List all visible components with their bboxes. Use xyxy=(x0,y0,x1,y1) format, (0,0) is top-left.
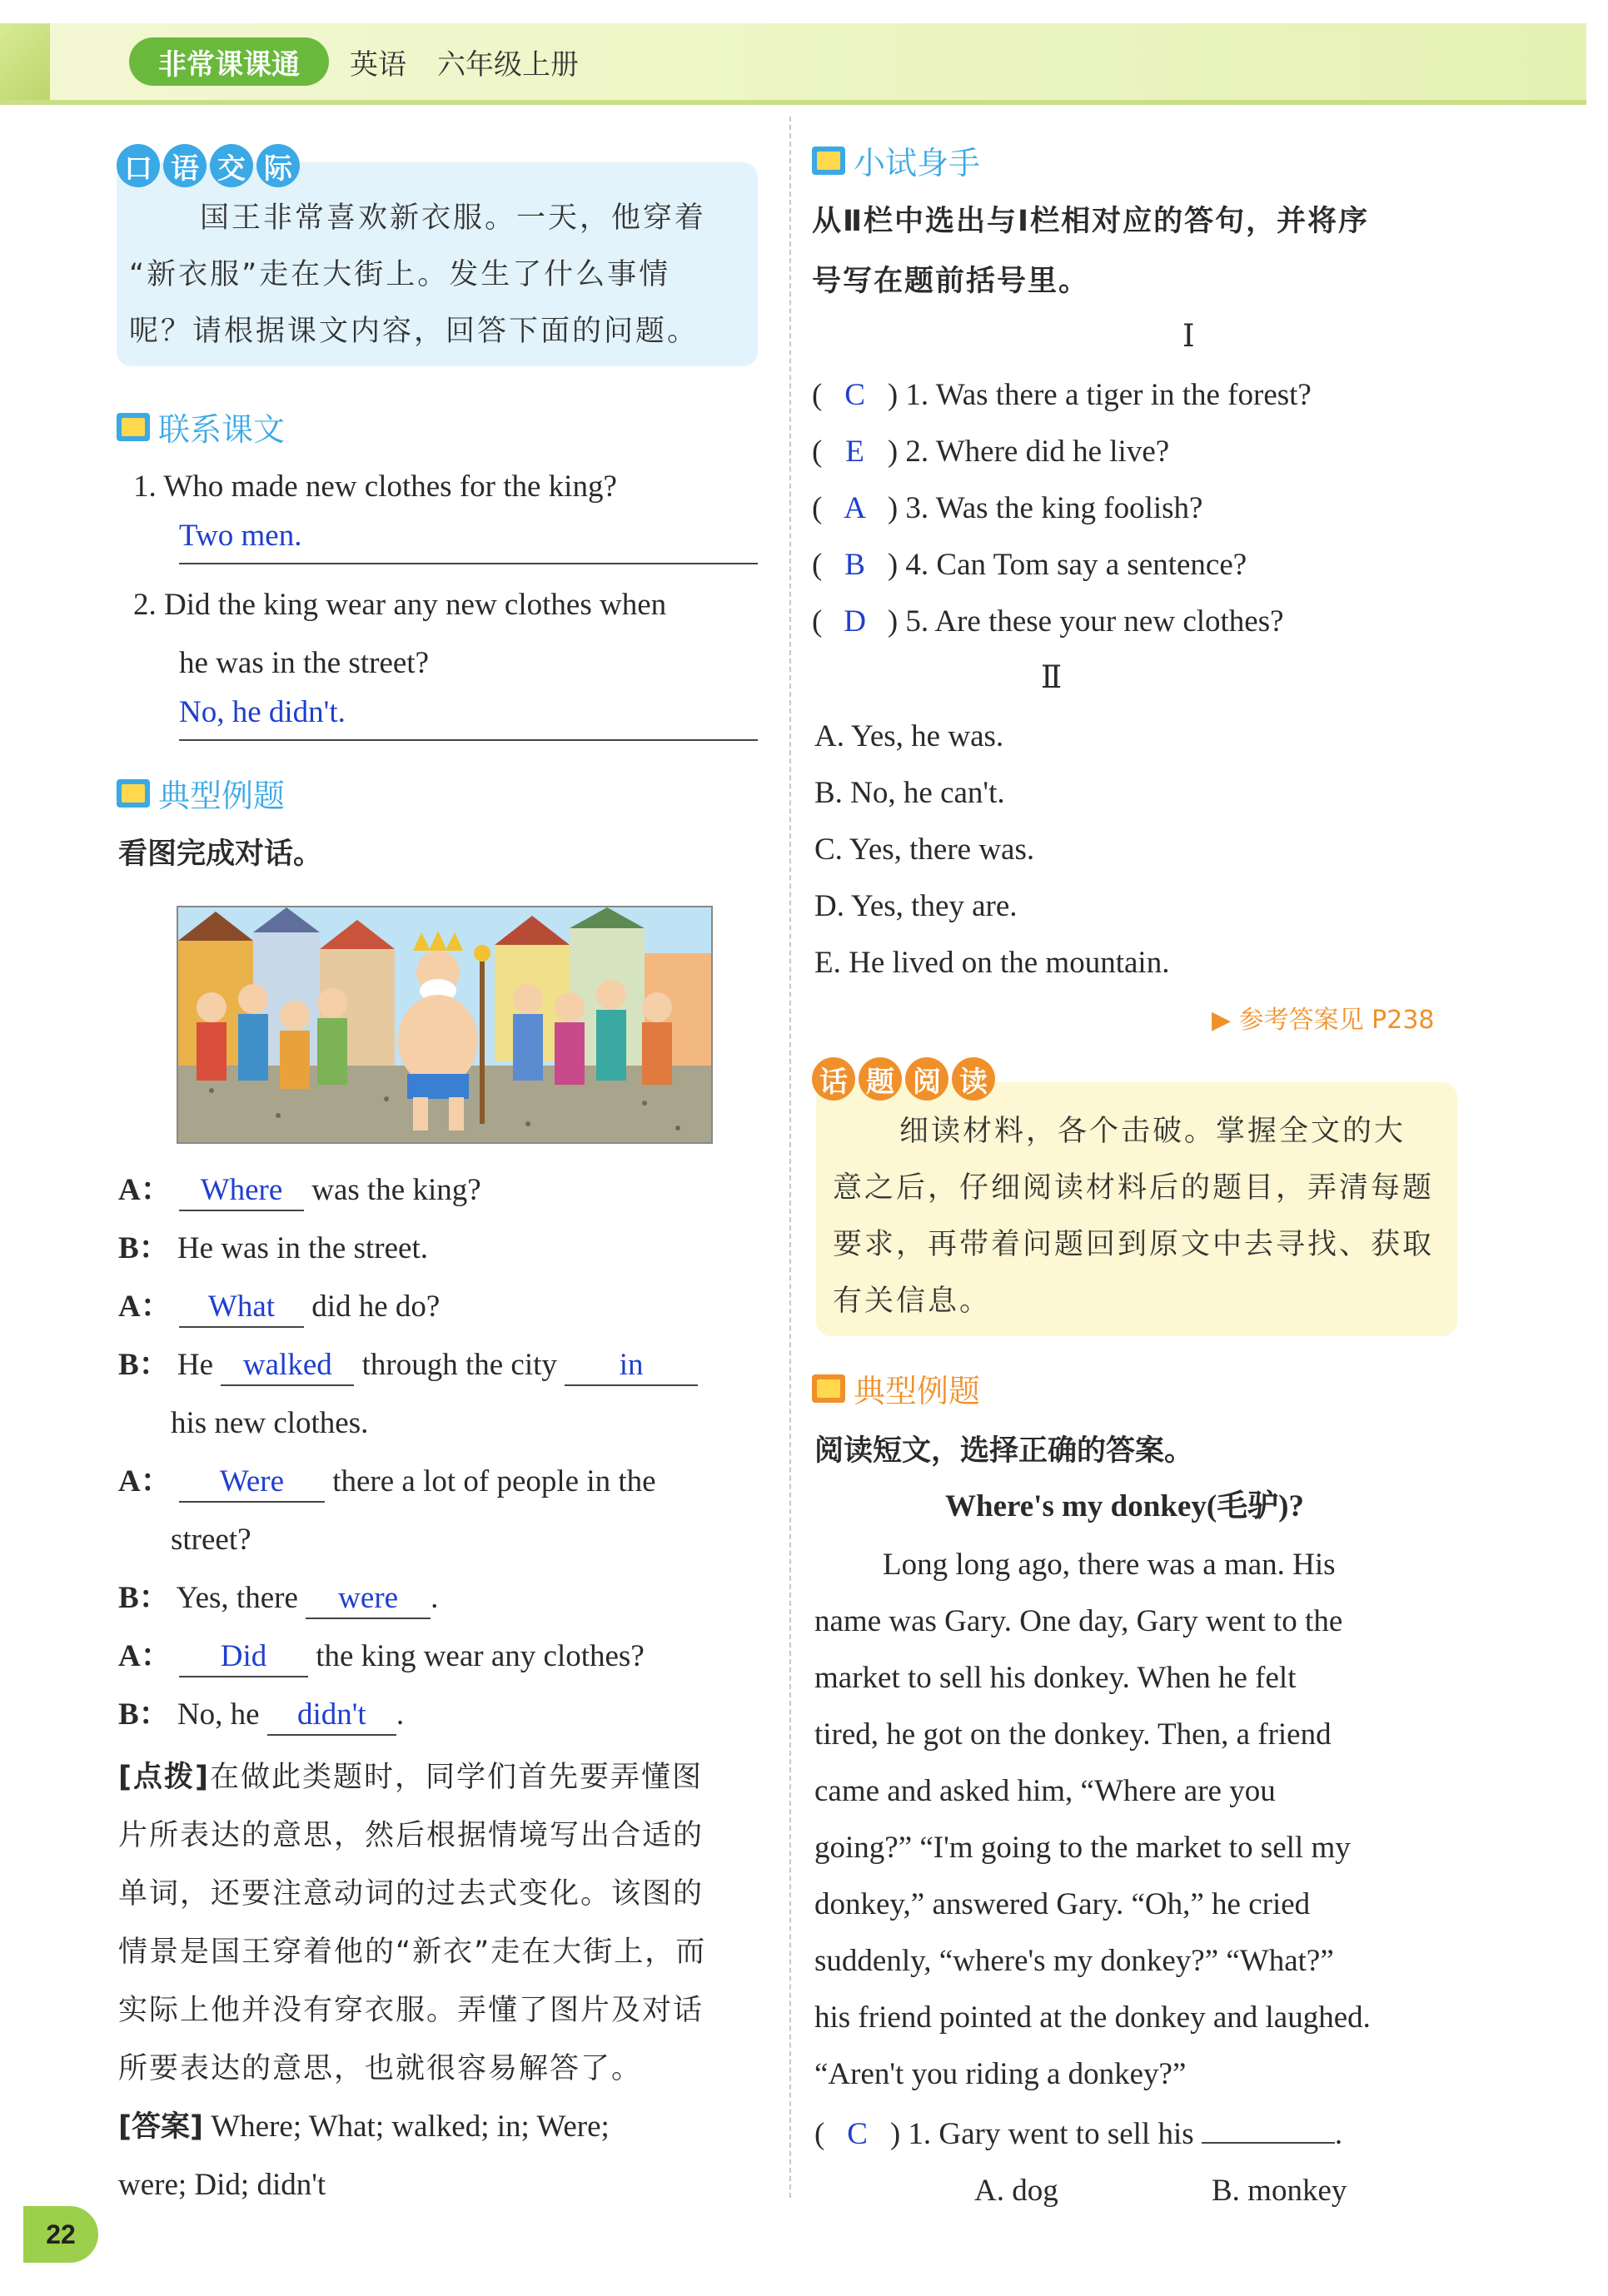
match-item-2: ( E ) 2. Where did he live? xyxy=(812,423,1169,481)
header-grade: 六年级上册 xyxy=(437,48,579,82)
header-subject: 英语 xyxy=(350,48,406,82)
triangle-right-icon: ▶ xyxy=(1212,1006,1232,1035)
column-I-label: Ⅰ xyxy=(1182,320,1195,354)
speaker-label: B： xyxy=(118,1581,170,1615)
dialog-line-8 xyxy=(118,1569,438,1628)
speaker-label: B： xyxy=(118,1231,170,1265)
dialog-text: did he do? xyxy=(311,1290,441,1324)
section-heading-example-right: 典型例题 xyxy=(812,1365,980,1411)
dialog-text: . xyxy=(431,1581,439,1615)
speaker-label: B： xyxy=(118,1348,170,1382)
answer-line-a: [答案] Where; What; walked; in; Were; xyxy=(118,2110,610,2144)
dialog-blank: walked xyxy=(221,1346,354,1386)
section-heading-try: 小试身手 xyxy=(812,137,980,183)
dialog-blank: in xyxy=(565,1346,698,1386)
story-line-10: “Aren't you riding a donkey?” xyxy=(814,2057,1187,2091)
option-C: C. Yes, there was. xyxy=(814,832,1035,867)
spoken-line-3: 呢？请根据课文内容，回答下面的问题。 xyxy=(129,315,699,348)
match-answer: E xyxy=(845,435,864,469)
dialog-text: through the city xyxy=(361,1348,557,1382)
column-II-label: Ⅱ xyxy=(1041,661,1063,695)
link-answer-1: Two men. xyxy=(179,519,302,553)
story-line-2: name was Gary. One day, Gary went to the xyxy=(814,1604,1343,1638)
dialog-text: there a lot of people in the xyxy=(332,1464,656,1498)
dialog-blank: Where xyxy=(179,1171,304,1211)
dialog-line-2 xyxy=(118,1220,428,1278)
match-answer: A xyxy=(844,491,866,525)
topic-title xyxy=(812,1053,995,1105)
story-line-5: came and asked him, “Where are you xyxy=(814,1774,1276,1808)
example-instruction: 看图完成对话。 xyxy=(118,837,323,871)
speaker-label: A： xyxy=(118,1464,172,1498)
header-leaf-decoration xyxy=(0,23,50,100)
title-char: 口 xyxy=(117,144,160,187)
dialog-text: He was in the street. xyxy=(177,1231,428,1265)
dialog-line-1 xyxy=(118,1161,481,1220)
dialog-blank: Did xyxy=(179,1638,308,1677)
link-question-1: 1. Who made new clothes for the king? xyxy=(133,470,617,504)
match-item-3: ( A ) 3. Was the king foolish? xyxy=(812,480,1202,538)
option-A: A. Yes, he was. xyxy=(814,719,1004,753)
speaker-label: A： xyxy=(118,1173,172,1207)
topic-line-3: 要求，再带着问题回到原文中去寻找、获取 xyxy=(833,1228,1435,1261)
dialog-line-3 xyxy=(118,1278,440,1336)
try-instruction-1: 从Ⅱ栏中选出与Ⅰ栏相对应的答句，并将序 xyxy=(812,205,1370,238)
title-char: 阅 xyxy=(905,1057,948,1101)
topic-line-4: 有关信息。 xyxy=(833,1285,992,1318)
match-item-4: ( B ) 4. Can Tom say a sentence? xyxy=(812,536,1247,594)
section-heading-example-left: 典型例题 xyxy=(117,770,285,816)
option-D: D. Yes, they are. xyxy=(814,889,1018,923)
dialog-text: Yes, there xyxy=(176,1581,298,1615)
question-blank xyxy=(1202,2104,1335,2144)
tip-line-3: 单词，还要注意动词的过去式变化。该图的 xyxy=(118,1877,704,1911)
match-item-5: ( D ) 5. Are these your new clothes? xyxy=(812,593,1284,651)
book-icon xyxy=(117,779,150,808)
try-instruction-2: 号写在题前括号里。 xyxy=(812,265,1090,298)
book-icon xyxy=(117,413,150,441)
link-answer-2: No, he didn't. xyxy=(179,695,346,729)
reading-instruction: 阅读短文，选择正确的答案。 xyxy=(814,1434,1194,1468)
match-answer: B xyxy=(844,548,865,582)
book-icon xyxy=(812,147,845,175)
dialog-line-6 xyxy=(118,1453,656,1511)
answer-line-b: were; Did; didn't xyxy=(118,2168,326,2202)
story-line-9: his friend pointed at the donkey and laughed. xyxy=(814,2000,1371,2035)
tip-line-2: 片所表达的意思，然后根据情境写出合适的 xyxy=(118,1819,704,1852)
match-item-1: ( C ) 1. Was there a tiger in the forest? xyxy=(812,366,1312,425)
dialog-line-9 xyxy=(118,1628,645,1686)
link-question-2b: he was in the street? xyxy=(179,646,429,680)
dialog-blank: What xyxy=(179,1288,304,1328)
answer-line-1 xyxy=(179,518,758,564)
tip-line-6: 所要表达的意思，也就很容易解答了。 xyxy=(118,2052,643,2085)
title-char: 交 xyxy=(210,144,253,187)
speaker-label: B： xyxy=(118,1697,170,1732)
title-char: 际 xyxy=(256,144,300,187)
story-line-7: donkey,” answered Gary. “Oh,” he cried xyxy=(814,1887,1311,1921)
match-answer: C xyxy=(844,378,865,412)
story-line-8: suddenly, “where's my donkey?” “What?” xyxy=(814,1944,1334,1978)
page-number: 22 xyxy=(23,2206,98,2263)
story-line-6: going?” “I'm going to the market to sell my xyxy=(814,1831,1351,1865)
dialog-text: was the king? xyxy=(311,1173,481,1207)
dialog-blank: Were xyxy=(179,1463,325,1503)
dialog-text: No, he xyxy=(177,1697,260,1732)
match-answer: D xyxy=(844,604,866,639)
tip-line-1: [点拨]在做此类题时，同学们首先要弄懂图 xyxy=(118,1761,704,1794)
topic-line-1: 细读材料，各个击破。掌握全文的大 xyxy=(899,1115,1406,1148)
spoken-title xyxy=(117,140,300,191)
option-E: E. He lived on the mountain. xyxy=(814,946,1170,980)
king-parade-illustration xyxy=(177,906,713,1144)
link-question-2a: 2. Did the king wear any new clothes when xyxy=(133,588,667,622)
title-char: 语 xyxy=(163,144,207,187)
tip-line-5: 实际上他并没有穿衣服。弄懂了图片及对话 xyxy=(118,1994,704,2027)
dialog-line-5: his new clothes. xyxy=(171,1406,369,1440)
question-answer: C xyxy=(847,2117,868,2151)
dialog-line-10 xyxy=(118,1686,404,1744)
spoken-line-2: “新衣服”走在大街上。发生了什么事情 xyxy=(129,258,671,291)
title-char: 题 xyxy=(859,1057,902,1101)
dialog-text: He xyxy=(177,1348,214,1382)
topic-line-2: 意之后，仔细阅读材料后的题目，弄清每题 xyxy=(833,1171,1435,1205)
dialog-blank: didn't xyxy=(267,1696,396,1736)
illustration-svg xyxy=(178,907,711,1142)
dialog-line-4 xyxy=(118,1336,698,1394)
section-heading-link: 联系课文 xyxy=(117,404,285,450)
answer-label: [答案] xyxy=(118,2110,203,2144)
speaker-label: A： xyxy=(118,1290,172,1324)
story-line-4: tired, he got on the donkey. Then, a friend xyxy=(814,1717,1332,1752)
reading-option-A: A. dog xyxy=(974,2174,1058,2208)
option-B: B. No, he can't. xyxy=(814,776,1005,810)
tip-line-4: 情景是国王穿着他的“新衣”走在大街上，而 xyxy=(118,1936,707,1969)
answer-line-2 xyxy=(179,694,758,741)
dialog-text: . xyxy=(396,1697,405,1732)
speaker-label: A： xyxy=(118,1639,172,1673)
title-char: 读 xyxy=(952,1057,995,1101)
spoken-line-1: 国王非常喜欢新衣服。一天，他穿着 xyxy=(200,201,707,235)
book-icon xyxy=(812,1374,845,1403)
answer-reference[interactable]: ▶ 参考答案见 P238 xyxy=(1212,1006,1435,1035)
brand-badge: 非常课课通 xyxy=(129,37,329,86)
dialog-line-7: street? xyxy=(171,1523,251,1557)
dialog-text: the king wear any clothes? xyxy=(316,1639,645,1673)
title-char: 话 xyxy=(812,1057,855,1101)
reading-option-B: B. monkey xyxy=(1212,2174,1347,2208)
reading-question-1: ( C ) 1. Gary went to sell his . xyxy=(814,2104,1342,2164)
column-divider xyxy=(789,117,791,2198)
story-line-3: market to sell his donkey. When he felt xyxy=(814,1661,1297,1695)
dialog-blank: were xyxy=(306,1579,431,1619)
story-title: Where's my donkey(毛驴)? xyxy=(945,1489,1304,1523)
story-line-1: Long long ago, there was a man. His xyxy=(883,1548,1336,1582)
tip-label: [点拨] xyxy=(118,1761,210,1794)
